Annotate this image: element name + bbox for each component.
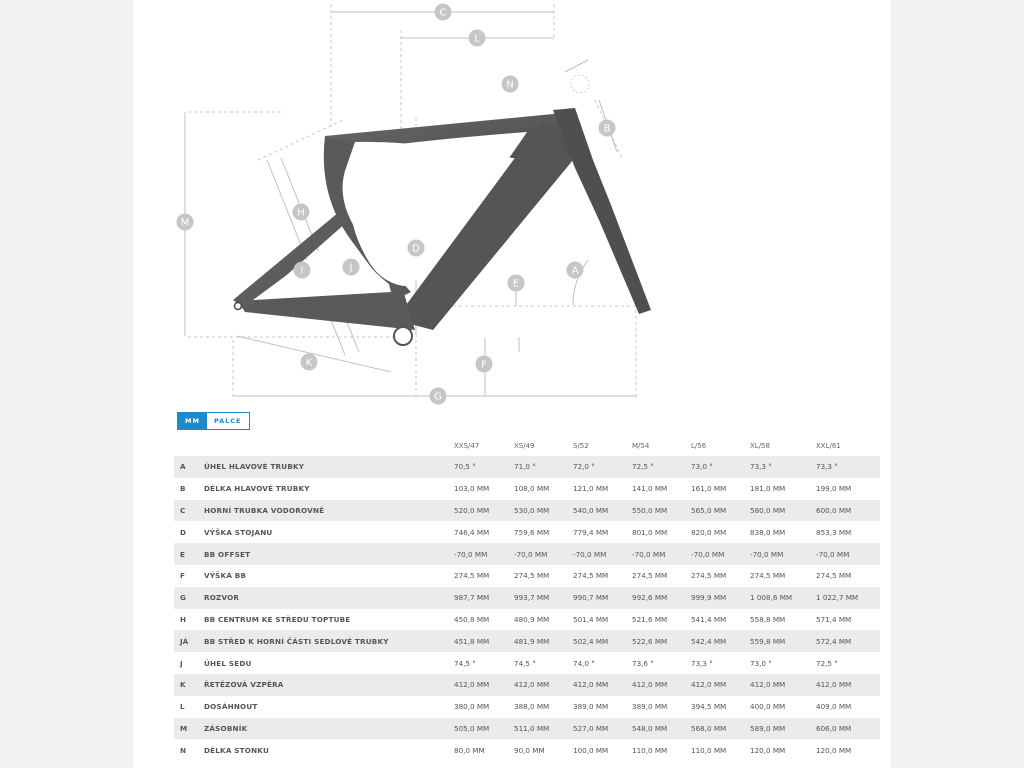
row-name: ZÁSOBNÍK (204, 718, 454, 740)
row-name: BB STŘED K HORNÍ ČÁSTI SEDLOVÉ TRUBKY (204, 630, 454, 652)
unit-mm-button[interactable]: MM (178, 413, 207, 429)
row-value: 70,5 ° (454, 456, 514, 478)
table-row (174, 587, 880, 609)
row-value: 73,3 ° (750, 456, 816, 478)
row-key: K (174, 674, 204, 696)
row-value: 389,0 MM (632, 702, 668, 712)
row-value: -70,0 MM (454, 543, 514, 565)
row-name: VÝŠKA STOJANU (204, 527, 273, 537)
table-row (174, 739, 880, 761)
row-value: 108,0 MM (514, 484, 550, 494)
dimension-label-text: B (603, 123, 611, 135)
row-value: 389,0 MM (573, 702, 609, 712)
frame-geometry-diagram (133, 0, 891, 408)
row-value: 999,9 MM (691, 587, 750, 609)
row-value: 522,6 MM (632, 630, 691, 652)
row-value: 412,0 MM (454, 674, 514, 696)
row-value: 801,0 MM (632, 527, 668, 537)
row-key: M (174, 718, 204, 740)
table-row (174, 521, 880, 543)
row-name: VÝŠKA BB (204, 571, 247, 581)
row-value: 511,0 MM (514, 718, 573, 740)
row-value: 990,7 MM (573, 587, 632, 609)
row-value: 838,0 MM (750, 527, 786, 537)
table-row (174, 478, 880, 500)
row-value: 571,4 MM (816, 614, 852, 624)
row-value: -70,0 MM (816, 543, 880, 565)
dimension-label-f (476, 356, 493, 373)
row-value: -70,0 MM (750, 543, 816, 565)
table-row (174, 652, 880, 674)
row-value: 450,8 MM (454, 614, 490, 624)
row-value: 542,4 MM (691, 630, 750, 652)
row-value: -70,0 MM (691, 543, 750, 565)
row-value: 71,0 ° (514, 456, 573, 478)
row-key: JÁ (174, 630, 204, 652)
table-body (174, 456, 880, 761)
dimension-label-text: G (434, 391, 442, 403)
row-value: 1 008,6 MM (750, 587, 816, 609)
row-key: J (180, 658, 183, 668)
row-value: 274,5 MM (750, 571, 786, 581)
row-value: 412,0 MM (691, 674, 750, 696)
size-column-header: L/56 (691, 442, 707, 450)
size-column-header: XS/49 (514, 442, 535, 450)
dimension-label-text: I (300, 265, 304, 277)
row-name: ROZVOR (204, 587, 454, 609)
row-value: 73,0 ° (750, 658, 772, 668)
row-value: 274,5 MM (632, 571, 668, 581)
row-value: 540,0 MM (573, 500, 632, 522)
table-header-row (174, 436, 880, 456)
dimension-label-text: L (474, 33, 480, 45)
row-value: 559,8 MM (750, 630, 816, 652)
geometry-table (174, 436, 880, 761)
row-key: N (180, 745, 187, 755)
row-value: 120,0 MM (816, 745, 852, 755)
row-value: 72,5 ° (632, 456, 691, 478)
table-row (174, 674, 880, 696)
left-margin (0, 0, 133, 768)
dimension-label-text: D (412, 243, 420, 255)
row-name: ÚHEL SEDU (204, 658, 252, 668)
row-value: 589,0 MM (750, 718, 816, 740)
row-value: 274,5 MM (691, 571, 727, 581)
row-key: F (180, 571, 185, 581)
row-value: 451,8 MM (454, 630, 514, 652)
row-value: 181,0 MM (750, 484, 786, 494)
row-value: 110,0 MM (632, 745, 668, 755)
row-value: 394,5 MM (691, 702, 727, 712)
row-value: 73,3 ° (691, 658, 713, 668)
row-value: 993,7 MM (514, 587, 573, 609)
row-key: L (180, 702, 185, 712)
row-value: 505,0 MM (454, 718, 514, 740)
row-value: 606,0 MM (816, 718, 880, 740)
row-value: 72,5 ° (816, 658, 838, 668)
dimension-label-text: K (305, 357, 313, 369)
row-value: 779,4 MM (573, 527, 609, 537)
row-value: 568,0 MM (691, 718, 750, 740)
dimension-label-j (343, 259, 360, 276)
dimension-label-e (508, 275, 525, 292)
row-value: 481,9 MM (514, 630, 573, 652)
row-name: BB CENTRUM KE STŘEDU TOPTUBE (204, 614, 351, 624)
row-value: -70,0 MM (514, 543, 573, 565)
row-value: 746,4 MM (454, 527, 490, 537)
dimension-label-text: C (439, 7, 447, 19)
table-row (174, 456, 880, 478)
header-spacer (174, 436, 204, 456)
row-value: 274,5 MM (514, 571, 550, 581)
dimension-label-h (293, 204, 310, 221)
row-value: 853,3 MM (816, 527, 852, 537)
row-value: 530,0 MM (514, 500, 573, 522)
row-value: 103,0 MM (454, 484, 490, 494)
row-value: 565,0 MM (691, 500, 750, 522)
size-column-header: M/54 (632, 442, 650, 450)
row-value: 388,0 MM (514, 702, 550, 712)
row-key: B (180, 484, 186, 494)
table-row (174, 696, 880, 718)
dimension-label-i (294, 262, 311, 279)
row-value: 110,0 MM (691, 745, 727, 755)
table-row (174, 609, 880, 631)
dimension-label-text: M (180, 217, 190, 229)
row-value: -70,0 MM (573, 543, 632, 565)
row-name: ÚHEL HLAVOVÉ TRUBKY (204, 456, 454, 478)
dimension-label-a (567, 262, 584, 279)
row-value: 572,4 MM (816, 630, 880, 652)
dimension-label-m (177, 214, 194, 231)
row-value: 141,0 MM (632, 484, 668, 494)
size-column-header: XXS/47 (454, 442, 480, 450)
row-name: BB OFFSET (204, 543, 454, 565)
row-value: 521,6 MM (632, 614, 668, 624)
row-value: 120,0 MM (750, 745, 786, 755)
row-value: 412,0 MM (750, 674, 816, 696)
row-value: 541,4 MM (691, 614, 727, 624)
row-value: 380,0 MM (454, 702, 490, 712)
row-value: -70,0 MM (632, 543, 691, 565)
row-value: 74,5 ° (514, 658, 536, 668)
row-value: 600,0 MM (816, 500, 880, 522)
row-key: C (174, 500, 204, 522)
row-value: 409,0 MM (816, 702, 852, 712)
row-name: DOSÁHNOUT (204, 702, 258, 712)
unit-inch-button[interactable]: PALCE (207, 413, 249, 429)
table-row (174, 500, 880, 522)
row-value: 527,0 MM (573, 718, 632, 740)
row-value: 412,0 MM (816, 674, 880, 696)
row-value: 121,0 MM (573, 484, 609, 494)
dimension-label-l (469, 30, 486, 47)
dimension-label-g (430, 388, 447, 405)
row-value: 480,9 MM (514, 614, 550, 624)
dimension-label-text: J (349, 262, 353, 274)
row-value: 274,5 MM (573, 571, 609, 581)
table-row (174, 543, 880, 565)
row-value: 80,0 MM (454, 745, 485, 755)
row-key: G (174, 587, 204, 609)
dimension-label-k (301, 354, 318, 371)
row-value: 400,0 MM (750, 702, 786, 712)
size-column-header: XXL/61 (816, 442, 841, 450)
row-value: 73,0 ° (691, 456, 750, 478)
row-name: DÉLKA STONKU (204, 745, 269, 755)
dimension-label-text: A (571, 265, 579, 277)
row-key: A (174, 456, 204, 478)
unit-toggle (177, 412, 250, 430)
row-value: 548,0 MM (632, 718, 691, 740)
row-value: 72,0 ° (573, 456, 632, 478)
row-value: 502,4 MM (573, 630, 632, 652)
row-value: 558,8 MM (750, 614, 786, 624)
row-key: H (180, 614, 187, 624)
row-value: 412,0 MM (573, 674, 632, 696)
row-value: 759,6 MM (514, 527, 550, 537)
header-spacer (204, 436, 454, 456)
dimension-label-d (408, 240, 425, 257)
row-value: 412,0 MM (514, 674, 573, 696)
row-value: 73,3 ° (816, 456, 880, 478)
row-value: 90,0 MM (514, 745, 545, 755)
row-name: DÉLKA HLAVOVÉ TRUBKY (204, 484, 310, 494)
dimension-label-text: E (512, 278, 520, 290)
row-value: 161,0 MM (691, 484, 727, 494)
row-key: D (180, 527, 186, 537)
table-row (174, 630, 880, 652)
row-value: 1 022,7 MM (816, 587, 880, 609)
row-value: 520,0 MM (454, 500, 514, 522)
row-name: HORNÍ TRUBKA VODOROVNĚ (204, 500, 454, 522)
row-value: 73,6 ° (632, 658, 654, 668)
size-column-header: XL/58 (750, 442, 770, 450)
row-value: 987,7 MM (454, 587, 514, 609)
row-name: ŘETĚZOVÁ VZPĚRA (204, 674, 454, 696)
row-value: 550,0 MM (632, 500, 691, 522)
dimension-label-text: F (481, 359, 487, 371)
row-value: 412,0 MM (632, 674, 691, 696)
dimension-label-b (599, 120, 616, 137)
dimension-label-text: N (506, 79, 514, 91)
dimension-label-text: H (297, 207, 305, 219)
row-value: 74,5 ° (454, 658, 476, 668)
dimension-label-c (435, 4, 452, 21)
row-value: 274,5 MM (816, 571, 852, 581)
geometry-panel (133, 0, 891, 768)
table-row (174, 718, 880, 740)
row-value: 580,0 MM (750, 500, 816, 522)
row-value: 274,5 MM (454, 571, 490, 581)
row-value: 100,0 MM (573, 745, 609, 755)
dimension-label-n (502, 76, 519, 93)
row-value: 199,0 MM (816, 484, 852, 494)
row-key: E (174, 543, 204, 565)
row-value: 501,4 MM (573, 614, 609, 624)
row-value: 820,0 MM (691, 527, 727, 537)
size-column-header: S/52 (573, 442, 589, 450)
right-margin (891, 0, 1024, 768)
row-value: 74,0 ° (573, 658, 595, 668)
table-row (174, 565, 880, 587)
row-value: 992,6 MM (632, 587, 691, 609)
